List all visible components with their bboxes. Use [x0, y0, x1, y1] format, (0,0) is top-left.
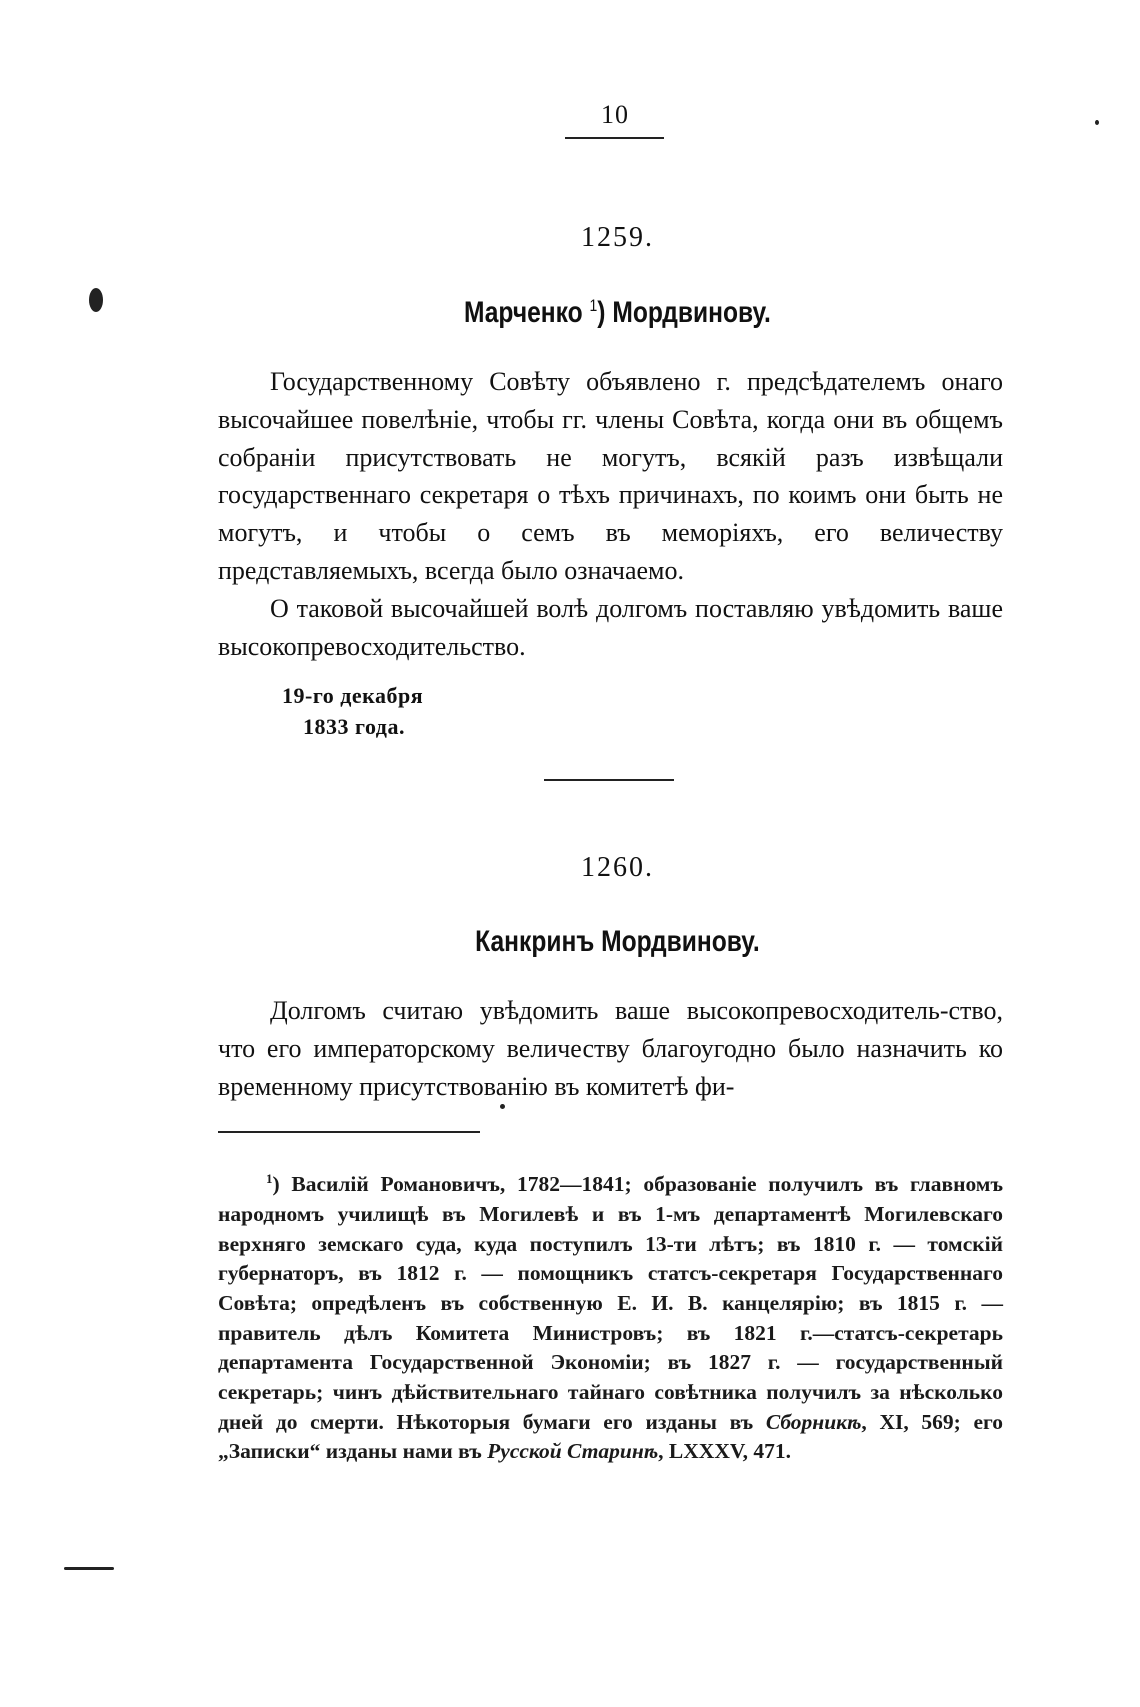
- document-heading: [111, 296, 1124, 330]
- document-body: [218, 363, 1003, 665]
- document-number: 1259.: [581, 222, 654, 253]
- footnote-reference: 1: [589, 296, 598, 315]
- heading-recipient: ) Мордвинову.: [597, 296, 771, 329]
- heading-sender: Марченко: [463, 296, 583, 329]
- body-paragraph: Государственному Совѣту объявлено г. предсѣдателемъ онаго высочайшее повелѣніе, чтобы гг. члены Совѣта, когда они въ общемъ собраніи присутствовать не могутъ, всякій разъ извѣщали государственнаго секретаря о тѣхъ причинахъ, по коимъ они быть не могутъ, и чтобы о семъ въ меморіяхъ, его величеству представляемыхъ, всегда было означаемо.: [218, 367, 1003, 585]
- body-paragraph: О таковой высочайшей волѣ долгомъ поставляю увѣдомить ваше высокопревосходительство.: [218, 593, 1003, 661]
- footnote-text: , XI, 569; его „Записки“ изданы нами въ: [218, 1409, 1003, 1464]
- date-line-day: 19-го декабря: [282, 683, 424, 708]
- date-line-year: 1833 года.: [303, 714, 405, 739]
- footnote-marker: 1: [266, 1171, 273, 1186]
- footnote-text: , LXXXV, 471.: [658, 1439, 791, 1464]
- scan-streak: [64, 1567, 114, 1570]
- footnote: [218, 1164, 1003, 1467]
- scan-speck: [1095, 120, 1099, 125]
- section-divider: [544, 779, 674, 781]
- body-paragraph: Долгомъ считаю увѣдомить ваше высокопревосходитель-ство, что его императорскому величеству благоугодно было назначить ко временному присутствованію въ комитетѣ фи-: [218, 996, 1003, 1101]
- footnote-source-title: Русской Старинѣ: [487, 1439, 659, 1464]
- footnote-text: ) Василій Романовичъ, 1782—1841; образованіе получилъ въ главномъ народномъ училищѣ въ Могилевѣ и въ 1-мъ департаментѣ Могилевскаго верхняго земскаго суда, куда поступилъ 13-ти лѣтъ; въ 1810 г. — томскій губернаторъ, въ 1812 г. — помощникъ статсъ-секретаря Государственнаго Совѣта; опредѣленъ въ собственную Е. И. В. канцелярію; въ 1815 г. — правитель дѣлъ Комитета Министровъ; въ 1821 г.—статсъ-секретарь департамента Государственной Экономіи; въ 1827 г. — государственный секретарь; чинъ дѣйствительнаго тайнаго совѣтника получилъ за нѣсколько дней до смерти. Нѣкоторыя бумаги его изданы въ: [218, 1172, 1003, 1434]
- footnote-source-title: Сборникѣ: [765, 1409, 862, 1434]
- document-body: [218, 992, 1003, 1105]
- scan-speck: [500, 1104, 505, 1109]
- footnote-paragraph: [218, 1164, 1003, 1467]
- page-number: 10: [601, 100, 629, 129]
- page-number-underline: [565, 137, 664, 139]
- document-heading: Канкринъ Мордвинову.: [475, 925, 760, 958]
- footnote-divider: [218, 1131, 480, 1133]
- document-number: 1260.: [581, 852, 654, 883]
- scan-speck: [89, 288, 103, 312]
